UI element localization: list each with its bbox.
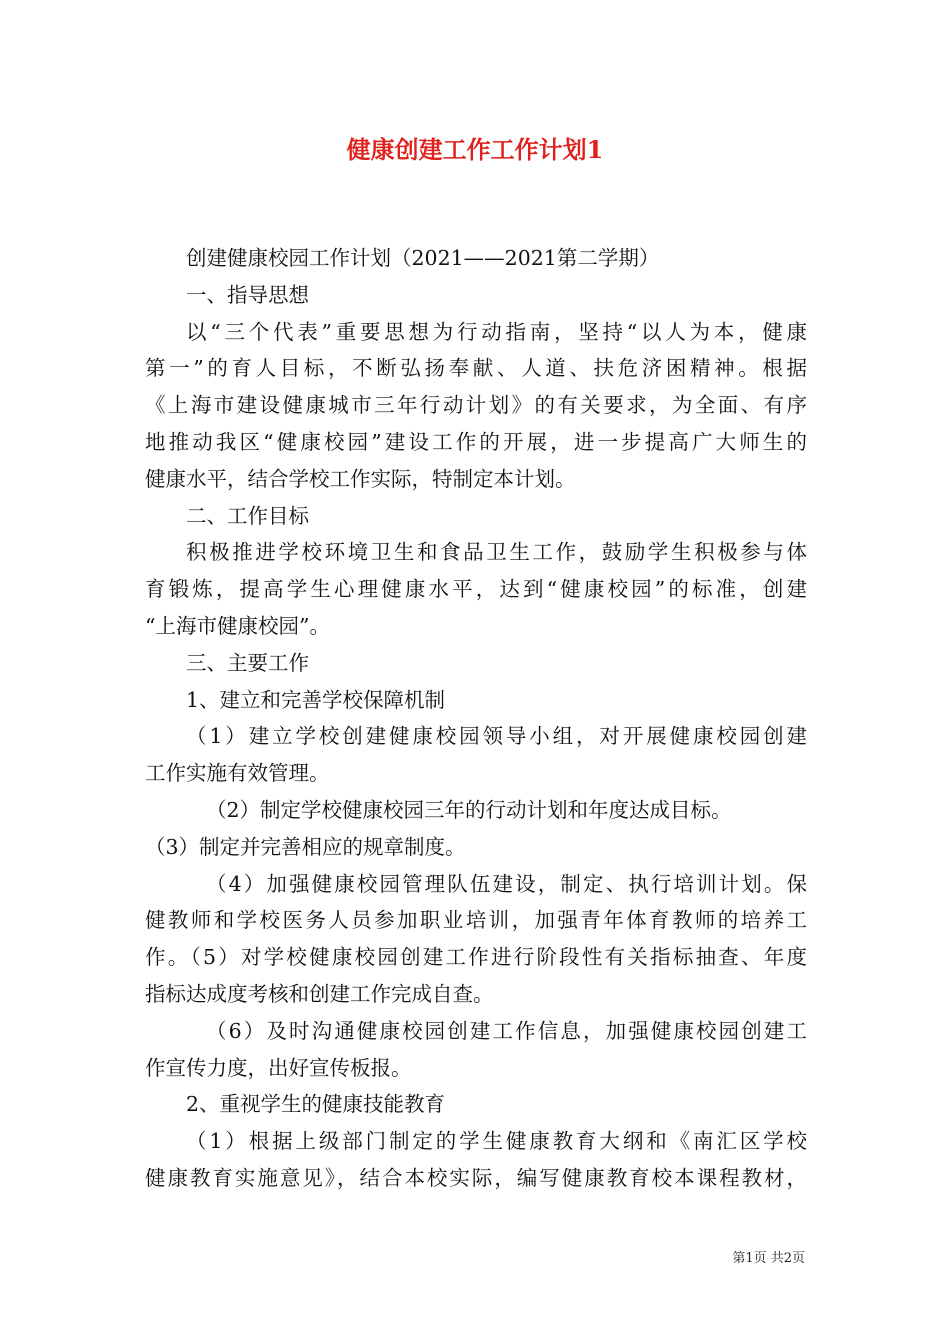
section-heading: 一、指导思想 (186, 282, 309, 307)
paragraph-line: 指标达成度考核和创建工作完成自查。 (145, 981, 494, 1006)
paragraph-line: （1）根据上级部门制定的学生健康教育大纲和《南汇区学校 (186, 1129, 807, 1154)
paragraph-line: 以“三个代表”重要思想为行动指南，坚持“以人为本，健康 (186, 319, 807, 344)
paragraph-line: 工作实施有效管理。 (145, 761, 330, 786)
document-title: 健康创建工作工作计划1 (346, 135, 604, 164)
paragraph-line: 地推动我区“健康校园”建设工作的开展，进一步提高广大师生的 (145, 429, 807, 454)
paragraph-line: 育锻炼，提高学生心理健康水平，达到“健康校园”的标准，创建 (145, 577, 807, 602)
document-body (145, 240, 807, 1197)
paragraph-line: 第一”的育人目标，不断弘扬奉献、人道、扶危济困精神。根据 (145, 356, 807, 381)
paragraph-line: （1）建立学校创建健康校园领导小组，对开展健康校园创建 (186, 724, 807, 749)
page-number: 第1页 共2页 (732, 1251, 805, 1266)
subtitle-line: 创建健康校园工作计划（2021——2021第二学期） (186, 246, 660, 270)
paragraph-line: （6）及时沟通健康校园创建工作信息，加强健康校园创建工 (206, 1018, 807, 1043)
paragraph-line: 健教师和学校医务人员参加职业培训，加强青年体育教师的培养工 (145, 908, 807, 933)
paragraph-line: 积极推进学校环境卫生和食品卫生工作，鼓励学生积极参与体 (186, 540, 807, 565)
section-heading: 二、工作目标 (186, 503, 309, 528)
subsection-heading: 2、重视学生的健康技能教育 (186, 1092, 446, 1117)
paragraph-line: 作。（5）对学校健康校园创建工作进行阶段性有关指标抽查、年度 (145, 945, 807, 970)
paragraph-line: 《上海市建设健康城市三年行动计划》的有关要求，为全面、有序 (145, 393, 807, 418)
subsection-heading: 1、建立和完善学校保障机制 (186, 687, 446, 712)
paragraph-line: 健康教育实施意见》，结合本校实际，编写健康教育校本课程教材， (145, 1165, 807, 1190)
paragraph-line: （3）制定并完善相应的规章制度。 (145, 834, 466, 859)
paragraph-line: 健康水平，结合学校工作实际，特制定本计划。 (145, 466, 576, 491)
paragraph-line: （2）制定学校健康校园三年的行动计划和年度达成目标。 (206, 797, 732, 822)
paragraph-line: “上海市健康校园”。 (145, 613, 330, 638)
paragraph-line: （4）加强健康校园管理队伍建设，制定、执行培训计划。保 (206, 871, 807, 896)
paragraph-line: 作宣传力度，出好宣传板报。 (145, 1055, 412, 1080)
section-heading: 三、主要工作 (186, 650, 309, 675)
